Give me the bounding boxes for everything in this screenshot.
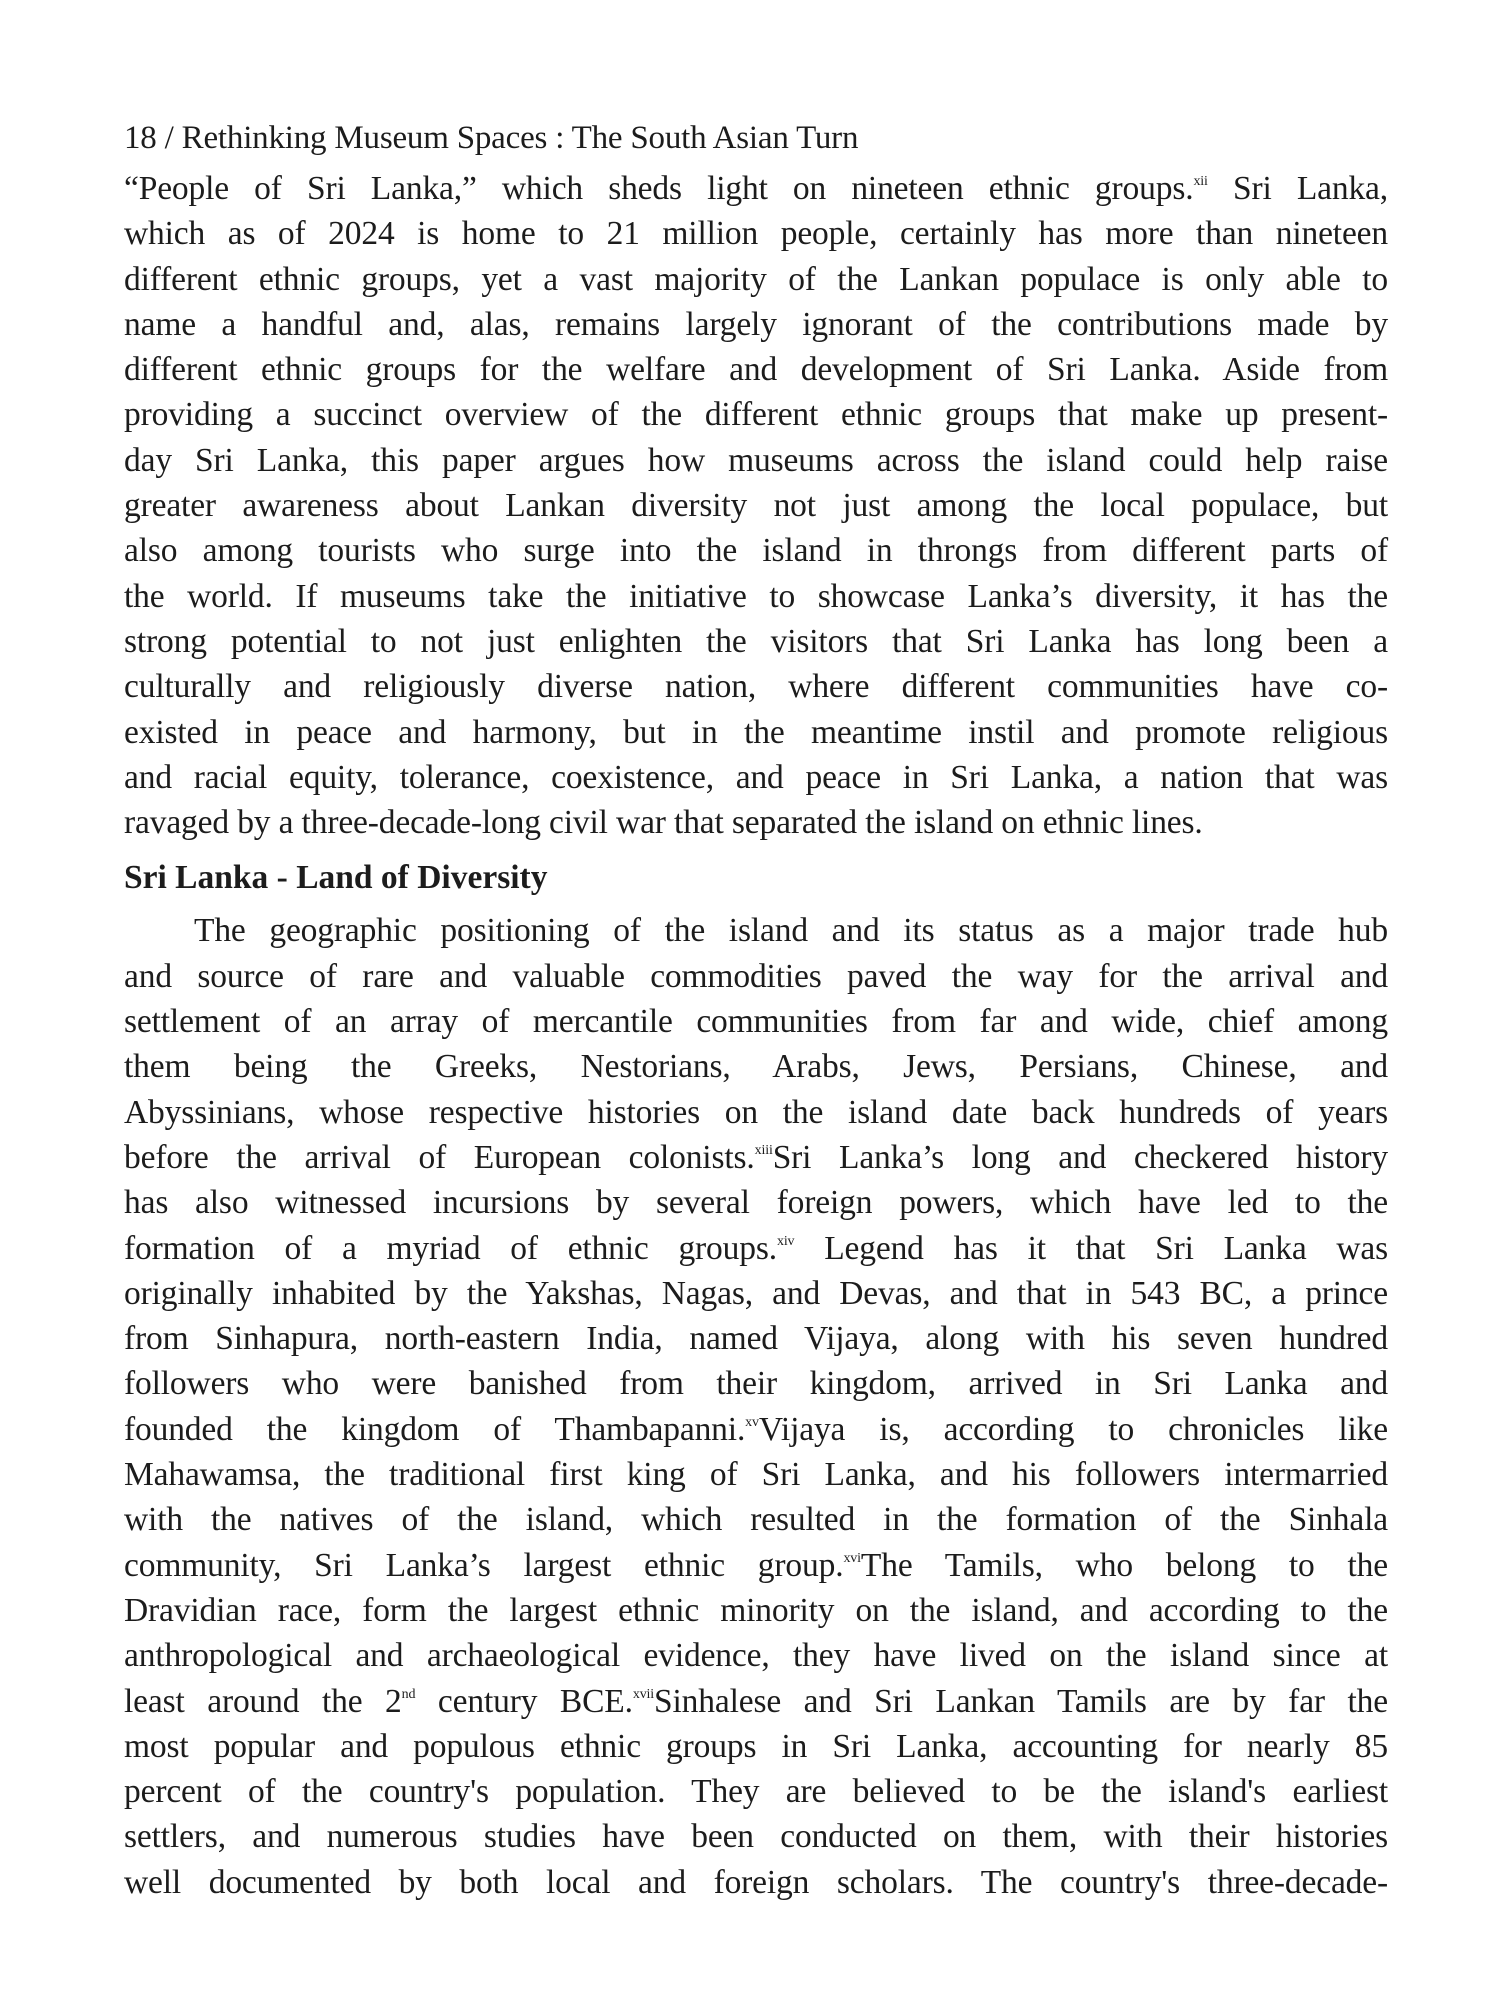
text-line xyxy=(124,483,1388,528)
text-segment: Sinhalese and Sri Lankan Tamils are by far the xyxy=(654,1682,1388,1720)
text-segment: Vijaya is, according to chronicles like xyxy=(758,1410,1388,1448)
text-line xyxy=(124,1860,1388,1905)
text-segment: and source of rare and valuable commodities paved the way for the arrival and xyxy=(124,957,1388,995)
text-line xyxy=(124,574,1388,619)
footnote-marker: nd xyxy=(401,1686,416,1702)
text-line xyxy=(124,1361,1388,1406)
text-line xyxy=(124,438,1388,483)
text-segment: settlement of an array of mercantile communities from far and wide, chief among xyxy=(124,1003,1388,1041)
text-line xyxy=(124,1316,1388,1361)
text-line xyxy=(124,664,1388,709)
text-line xyxy=(124,1543,1388,1588)
text-segment: different ethnic groups, yet a vast majority of the Lankan populace is only able to xyxy=(124,260,1388,298)
paragraph-land-of-diversity xyxy=(124,908,1388,1905)
text-line xyxy=(124,1271,1388,1316)
text-segment: community, Sri Lanka’s largest ethnic group. xyxy=(124,1546,844,1584)
text-segment: percent of the country's population. They are believed to be the island's earliest xyxy=(124,1773,1388,1811)
text-segment: the world. If museums take the initiative to showcase Lanka’s diversity, it has the xyxy=(124,577,1388,615)
text-segment: greater awareness about Lankan diversity not just among the local populace, but xyxy=(124,487,1388,525)
text-segment: Dravidian race, form the largest ethnic minority on the island, and according to the xyxy=(124,1591,1388,1629)
running-head: 18 / Rethinking Museum Spaces : The South Asian Turn xyxy=(124,120,859,156)
text-line xyxy=(124,908,1388,953)
text-line xyxy=(124,1226,1388,1271)
text-segment: settlers, and numerous studies have been conducted on them, with their histories xyxy=(124,1818,1388,1856)
text-line xyxy=(124,1588,1388,1633)
text-segment: “People of Sri Lanka,” which sheds light on nineteen ethnic groups. xyxy=(124,170,1194,207)
text-line xyxy=(124,302,1388,347)
text-line xyxy=(124,1407,1388,1452)
text-segment: before the arrival of European colonists. xyxy=(124,1138,755,1176)
text-line xyxy=(124,999,1388,1044)
text-line xyxy=(124,392,1388,437)
text-line xyxy=(124,347,1388,392)
text-line xyxy=(124,619,1388,664)
text-line xyxy=(124,1633,1388,1678)
text-line xyxy=(124,257,1388,302)
text-segment: originally inhabited by the Yakshas, Nagas, and Devas, and that in 543 BC, a prince xyxy=(124,1274,1388,1312)
footnote-marker: xii xyxy=(1193,174,1208,189)
text-line xyxy=(124,166,1388,211)
text-segment: Mahawamsa, the traditional first king of Sri Lanka, and his followers intermarried xyxy=(124,1456,1388,1494)
text-line xyxy=(124,800,1388,845)
text-segment: The Tamils, who belong to the xyxy=(860,1546,1388,1584)
document-page xyxy=(124,118,1388,1905)
text-line xyxy=(124,1090,1388,1135)
text-segment: The geographic positioning of the island and its status as a major trade hub xyxy=(194,912,1388,950)
text-segment: and racial equity, tolerance, coexistence, and peace in Sri Lanka, a nation that was xyxy=(124,758,1388,796)
text-line xyxy=(124,1724,1388,1769)
text-segment: them being the Greeks, Nestorians, Arabs, Jews, Persians, Chinese, and xyxy=(124,1048,1388,1086)
footnote-marker: xvii xyxy=(632,1686,655,1702)
text-segment: which as of 2024 is home to 21 million people, certainly has more than nineteen xyxy=(124,215,1388,253)
text-line xyxy=(124,1679,1388,1724)
text-line xyxy=(124,528,1388,573)
text-line xyxy=(124,710,1388,755)
text-segment: existed in peace and harmony, but in the meantime instil and promote religious xyxy=(124,713,1388,751)
text-segment: Abyssinians, whose respective histories on the island date back hundreds of years xyxy=(124,1093,1388,1131)
text-line xyxy=(124,1497,1388,1542)
text-line xyxy=(124,755,1388,800)
text-line xyxy=(124,1769,1388,1814)
text-segment: Legend has it that Sri Lanka was xyxy=(794,1229,1388,1267)
text-segment: day Sri Lanka, this paper argues how museums across the island could help raise xyxy=(124,441,1388,479)
text-line xyxy=(124,211,1388,256)
text-segment: century BCE. xyxy=(415,1682,633,1720)
text-segment: formation of a myriad of ethnic groups. xyxy=(124,1229,777,1267)
text-segment: anthropological and archaeological evidence, they have lived on the island since at xyxy=(124,1637,1388,1675)
text-segment: strong potential to not just enlighten the visitors that Sri Lanka has long been a xyxy=(124,622,1388,660)
text-segment: with the natives of the island, which resulted in the formation of the Sinhala xyxy=(124,1501,1388,1539)
text-line xyxy=(124,1135,1388,1180)
text-segment: different ethnic groups for the welfare and development of Sri Lanka. Aside from xyxy=(124,351,1388,389)
text-segment: well documented by both local and foreign scholars. The country's three-decade- xyxy=(124,1863,1388,1901)
footnote-marker: xv xyxy=(745,1414,759,1430)
text-line xyxy=(124,954,1388,999)
text-segment: Sri Lanka, xyxy=(1207,170,1388,207)
text-segment: followers who were banished from their kingdom, arrived in Sri Lanka and xyxy=(124,1365,1388,1403)
text-segment: culturally and religiously diverse nation, where different communities have co- xyxy=(124,668,1388,706)
text-segment: founded the kingdom of Thambapanni. xyxy=(124,1410,746,1448)
text-segment: name a handful and, alas, remains largely ignorant of the contributions made by xyxy=(124,305,1388,343)
text-segment: Sri Lanka’s long and checkered history xyxy=(772,1138,1388,1176)
text-segment: least around the 2 xyxy=(124,1682,402,1720)
text-segment: has also witnessed incursions by several foreign powers, which have led to the xyxy=(124,1184,1388,1222)
text-segment: providing a succinct overview of the different ethnic groups that make up present- xyxy=(124,396,1388,434)
footnote-marker: xiii xyxy=(754,1142,773,1158)
text-line xyxy=(124,1814,1388,1859)
text-segment: most popular and populous ethnic groups in Sri Lanka, accounting for nearly 85 xyxy=(124,1727,1388,1765)
section-heading: Sri Lanka - Land of Diversity xyxy=(124,859,548,897)
footnote-marker: xvi xyxy=(843,1550,861,1566)
text-segment: ravaged by a three-decade-long civil war that separated the island on ethnic lines. xyxy=(124,804,1203,842)
text-segment: from Sinhapura, north-eastern India, named Vijaya, along with his seven hundred xyxy=(124,1320,1388,1358)
text-line xyxy=(124,1180,1388,1225)
paragraph-intro xyxy=(124,166,1388,845)
text-line xyxy=(124,1044,1388,1089)
text-segment: also among tourists who surge into the island in throngs from different parts of xyxy=(124,532,1388,570)
footnote-marker: xiv xyxy=(776,1233,795,1249)
text-line xyxy=(124,1452,1388,1497)
